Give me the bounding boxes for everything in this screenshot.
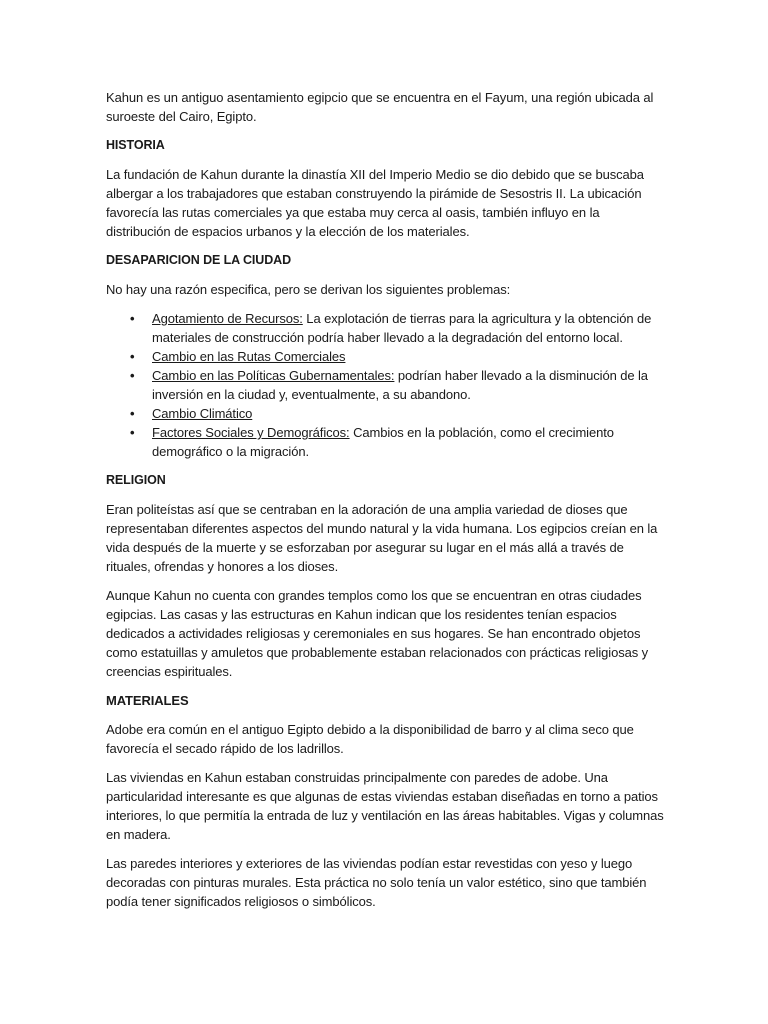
religion-paragraph-2: Aunque Kahun no cuenta con grandes templos como los que se encuentran en otras ciudades egipcias. Las casas y las estructuras en Kahun indican que los residentes tenían espacios dedicados a actividades religiosas y ceremoniales en sus hogares. Se han encontrado objetos como estatuillas y amuletos que probablemente estaban relacionados con prácticas religiosas y creencias espirituales. — [106, 588, 649, 679]
list-item-term: Agotamiento de Recursos: — [152, 311, 303, 326]
problems-list — [106, 309, 666, 461]
materiales-paragraph-2: Las viviendas en Kahun estaban construidas principalmente con paredes de adobe. Una particularidad interesante es que algunas de estas viviendas estaban diseñadas en torno a patios interiores, lo que permitía la entrada de luz y ventilación en las áreas habitables. Vigas y columnas en madera. — [106, 770, 664, 842]
desaparicion-intro: No hay una razón especifica, pero se derivan los siguientes problemas: — [106, 282, 511, 297]
bullet-icon: • — [130, 425, 135, 440]
materiales-heading: MATERIALES — [106, 693, 189, 708]
list-item-term: Factores Sociales y Demográficos: — [152, 425, 350, 440]
list-item-desc: Cambios en la población, como el crecimiento demográfico o la migración. — [152, 425, 614, 459]
intro-paragraph: Kahun es un antiguo asentamiento egipcio que se encuentra en el Fayum, una región ubicada al suroeste del Cairo, Egipto. — [106, 90, 654, 124]
list-item — [130, 404, 666, 423]
materiales-paragraph-3: Las paredes interiores y exteriores de las viviendas podían estar revestidas con yeso y luego decoradas con pinturas murales. Esta práctica no solo tenía un valor estético, sino que también podía tener significados religiosos o simbólicos. — [106, 856, 647, 909]
materiales-paragraph-1: Adobe era común en el antiguo Egipto debido a la disponibilidad de barro y al clima seco que favorecía el secado rápido de los ladrillos. — [106, 722, 634, 756]
historia-paragraph: La fundación de Kahun durante la dinastía XII del Imperio Medio se dio debido que se buscaba albergar a los trabajadores que estaban construyendo la pirámide de Sesostris II. La ubicación favorecía las rutas comerciales ya que estaba muy cerca al oasis, también influyo en la distribución de espacios urbanos y la elección de los materiales. — [106, 167, 644, 239]
list-item — [130, 366, 666, 404]
desaparicion-heading: DESAPARICION DE LA CIUDAD — [106, 253, 292, 267]
bullet-icon: • — [130, 368, 135, 383]
bullet-icon: • — [130, 311, 135, 326]
document-page — [106, 88, 666, 921]
list-item-desc: podrían haber llevado a la disminución de la inversión en la ciudad y, eventualmente, a su abandono. — [152, 368, 648, 402]
religion-paragraph-1: Eran politeístas así que se centraban en la adoración de una amplia variedad de dioses que representaban diferentes aspectos del mundo natural y la vida humana. Los egipcios creían en la vida después de la muerte y se esforzaban por asegurar su lugar en el más allá a través de rituales, ofrendas y honores a los dioses. — [106, 502, 658, 574]
list-item — [130, 423, 666, 461]
list-item-term: Cambio en las Rutas Comerciales — [152, 349, 346, 364]
bullet-icon: • — [130, 406, 135, 421]
historia-heading: HISTORIA — [106, 138, 165, 152]
list-item — [130, 309, 666, 347]
list-item — [130, 347, 666, 366]
religion-heading: RELIGION — [106, 473, 166, 487]
list-item-term: Cambio en las Políticas Gubernamentales: — [152, 368, 395, 383]
list-item-term: Cambio Climático — [152, 406, 253, 421]
list-item-desc: La explotación de tierras para la agricultura y la obtención de materiales de construcción podría haber llevado a la degradación del entorno local. — [152, 311, 652, 345]
bullet-icon: • — [130, 349, 135, 364]
